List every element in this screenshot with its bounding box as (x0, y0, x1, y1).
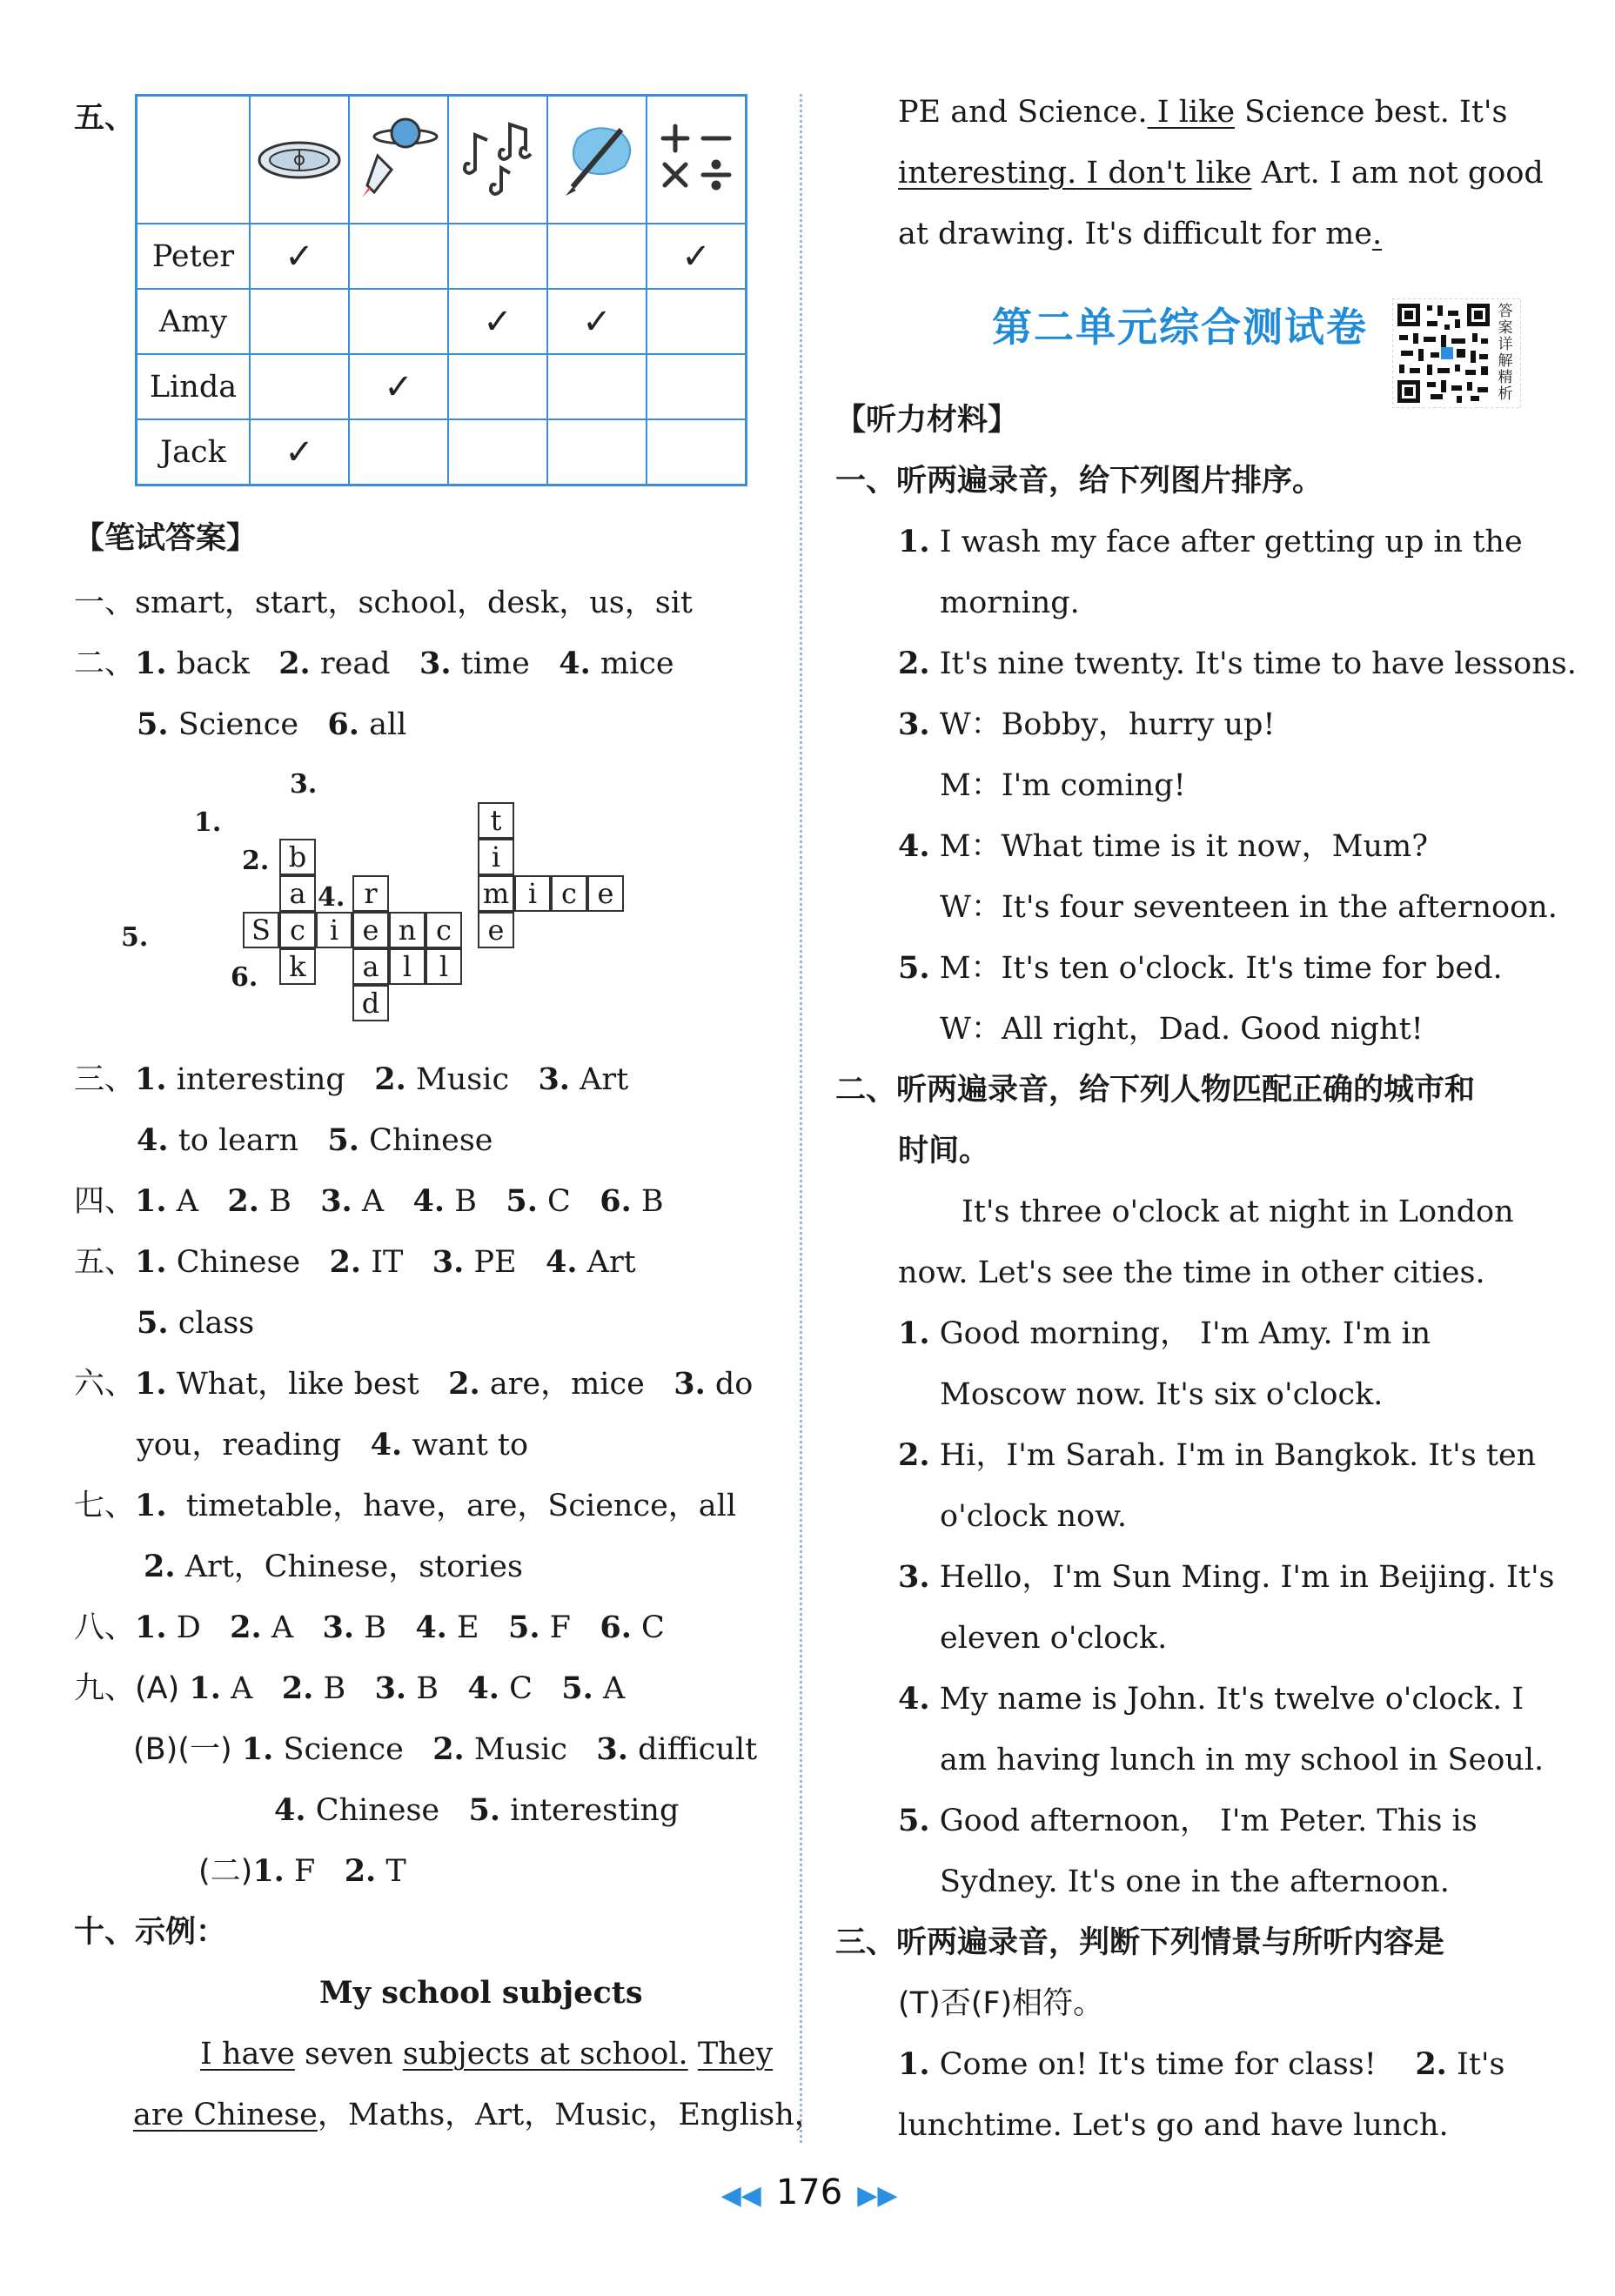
s2-line: Moscow now. It's six o'clock. (940, 1377, 1384, 1412)
s1-line: morning. (940, 586, 1080, 620)
item-answer: Art (586, 1245, 636, 1280)
item-number: 3. (432, 1244, 465, 1280)
item-number: 5. (506, 1183, 538, 1219)
tick-cell (250, 289, 349, 354)
crossword-cell: c (551, 875, 587, 912)
item-text: My name is John. It's twelve o'clock. I (939, 1682, 1525, 1717)
qr-code-block[interactable] (1392, 298, 1521, 408)
answer-q7-line2 (144, 1547, 523, 1587)
answer-q7-line1 (74, 1486, 736, 1526)
item-number: 3. (898, 1559, 930, 1595)
item-answer: Chinese (315, 1793, 440, 1828)
item-number: 1. (135, 1183, 167, 1219)
item-number: 4. (467, 1670, 499, 1706)
crossword-cell: i (514, 875, 551, 912)
item-text: Good afternoon， I'm Peter. This is (939, 1804, 1478, 1838)
item-number: 1. (135, 1488, 167, 1523)
essay-text: seven (294, 2037, 403, 2072)
pe-field-icon (250, 96, 349, 224)
item-text: W：Bobby，hurry up! (939, 707, 1276, 742)
clue-number: 1. (194, 807, 222, 838)
answer-q1: 一、smart，start，school，desk，us，sit (74, 586, 693, 620)
item-number: 4. (898, 1681, 930, 1717)
answer-q6-line1 (74, 1364, 753, 1404)
item-number: 1. (135, 646, 167, 681)
essay-underlined: subjects at school. (402, 2037, 688, 2072)
item-number: 5. (327, 1122, 359, 1158)
tick-mark: ✓ (681, 236, 711, 277)
item-number: 1. (898, 1315, 930, 1351)
tick-mark: ✓ (582, 301, 612, 342)
answer-q3-line1 (74, 1060, 628, 1100)
item-answer: A (602, 1671, 626, 1706)
q-prefix: 四、 (74, 1184, 136, 1219)
item-answer: timetable，have，are，Science，all (185, 1489, 737, 1523)
item-answer: want to (412, 1428, 529, 1463)
item-number: 5. (137, 1305, 169, 1341)
item-number: 3. (673, 1366, 706, 1402)
item-answer: Science (283, 1732, 404, 1767)
answer-q5-line2 (137, 1303, 254, 1343)
essay-line-1 (200, 2034, 773, 2074)
item-number: 6. (600, 1183, 632, 1219)
item-answer: interesting (176, 1062, 345, 1097)
essay-line-3 (898, 92, 1508, 132)
clue-number: 5. (121, 922, 149, 953)
written-answers-heading: 【笔试答案】 (74, 521, 258, 556)
q-prefix: 二、 (74, 646, 136, 681)
section-2-title-line1: 二、听两遍录音，给下列人物匹配正确的城市和 (835, 1073, 1476, 1108)
item-answer: B (640, 1184, 664, 1219)
item-number: 2. (230, 1610, 262, 1645)
s2-intro-line1: It's three o'clock at night in London (962, 1195, 1514, 1229)
answer-q6-line2 (137, 1425, 528, 1465)
tick-mark: ✓ (285, 236, 314, 277)
page-number: 176 (775, 2172, 843, 2212)
row-name: Amy (137, 289, 251, 354)
answer-q4 (74, 1181, 664, 1222)
tick-cell (647, 224, 747, 289)
item-number: 2. (344, 1853, 377, 1889)
q-prefix: 八、 (74, 1610, 136, 1645)
clue-number: 2. (242, 846, 270, 876)
essay-title: My school subjects (319, 1975, 643, 2011)
item-number: 4. (412, 1183, 446, 1219)
tick-cell (647, 419, 747, 485)
tick-cell (349, 289, 448, 354)
item-answer: are，mice (489, 1367, 645, 1402)
table-row (137, 289, 747, 354)
s1-line: W：It's four seventeen in the afternoon. (940, 890, 1558, 925)
s1-line: M：I'm coming! (940, 768, 1186, 803)
tick-cell (250, 224, 349, 289)
crossword-cell: i (316, 912, 352, 948)
item-answer: do (714, 1367, 754, 1402)
item-number: 1. (241, 1731, 274, 1767)
item-number: 2. (329, 1244, 362, 1280)
item-number: 1. (135, 1244, 167, 1280)
crossword-cell: a (279, 875, 316, 912)
crossword-cell: c (279, 912, 316, 948)
q-prefix: 三、 (74, 1062, 136, 1097)
essay-line-4 (898, 153, 1544, 193)
tick-cell (547, 419, 647, 485)
s2-line: eleven o'clock. (940, 1621, 1168, 1656)
answer-q9-line2 (133, 1730, 757, 1770)
item-text: Hi，I'm Sarah. I'm in Bangkok. It's ten (939, 1438, 1537, 1473)
item-text: It's (1457, 2047, 1505, 2082)
answer-q9-line3 (274, 1791, 679, 1831)
item-number: 2. (227, 1183, 259, 1219)
item-number: 3. (320, 1183, 352, 1219)
q-prefix: (B)(一) (133, 1732, 232, 1767)
tick-cell (647, 354, 747, 419)
tick-mark: ✓ (384, 366, 413, 407)
essay-text (688, 2037, 698, 2072)
item-number: 2. (432, 1731, 465, 1767)
item-answer: A (231, 1671, 253, 1706)
essay-underlined: interesting. (898, 156, 1077, 191)
item-number: 2. (448, 1366, 480, 1402)
tick-cell (547, 354, 647, 419)
crossword-cell: k (279, 948, 316, 985)
item-answer: Chinese (369, 1123, 493, 1158)
crossword-cell: t (478, 802, 514, 839)
item-number: 6. (600, 1610, 632, 1645)
item-number: 3. (419, 646, 452, 681)
q-prefix: 六、 (74, 1367, 136, 1402)
item-answer: B (269, 1184, 292, 1219)
item-answer: T (385, 1854, 406, 1889)
answer-q8 (74, 1608, 665, 1648)
item-answer: What，like best (176, 1367, 419, 1402)
item-answer: class (178, 1306, 255, 1341)
item-answer: B (323, 1671, 346, 1706)
item-number: 4. (415, 1610, 447, 1645)
item-answer: C (547, 1184, 571, 1219)
essay-underlined: . (1371, 217, 1383, 251)
item-answer: F (294, 1854, 316, 1889)
item-answer: C (641, 1610, 665, 1645)
item-number: 4. (545, 1244, 578, 1280)
crossword-cell: m (478, 875, 514, 912)
item-answer: C (509, 1671, 533, 1706)
table-section-label: 五、 (74, 101, 136, 136)
s1-line (898, 948, 1503, 988)
row-name: Jack (137, 419, 251, 485)
q-prefix: 五、 (74, 1245, 136, 1280)
item-answer: mice (600, 646, 674, 681)
tick-cell (250, 354, 349, 419)
item-answer: read (319, 646, 391, 681)
table-header-row (137, 96, 747, 224)
q-prefix: (二) (198, 1854, 253, 1889)
tick-cell (448, 224, 547, 289)
essay-text: at drawing. It's difficult for me (898, 217, 1372, 251)
item-number: 4. (370, 1427, 403, 1463)
crossword-cell: e (587, 875, 624, 912)
table-row (137, 354, 747, 419)
tick-mark: ✓ (285, 432, 314, 472)
s2-line (898, 1314, 1431, 1354)
page-footer (696, 2172, 922, 2212)
s1-line: W：All right，Dad. Good night! (940, 1012, 1424, 1047)
item-answer: Chinese (176, 1245, 301, 1280)
essay-underlined: I like (1147, 95, 1236, 130)
essay-text: ，Maths，Art，Music，English， (317, 2098, 825, 2132)
item-answer: back (176, 646, 250, 681)
s3-line1 (898, 2045, 1504, 2085)
item-number: 4. (274, 1792, 306, 1828)
item-answer: B (364, 1610, 386, 1645)
item-text: It's nine twenty. It's time to have lessons. (939, 646, 1577, 681)
tick-cell (547, 224, 647, 289)
item-answer: B (454, 1184, 477, 1219)
section-2-title-line2: 时间。 (898, 1134, 990, 1168)
table-row (137, 224, 747, 289)
tick-cell (349, 354, 448, 419)
item-answer: D (176, 1610, 201, 1645)
item-number: 1. (189, 1670, 221, 1706)
item-answer: A (271, 1610, 294, 1645)
tick-cell (448, 419, 547, 485)
crossword-cell: c (426, 912, 462, 948)
essay-text: PE and Science. (898, 95, 1148, 130)
answer-q10-label: 十、示例： (74, 1915, 227, 1950)
item-number: 5. (137, 706, 169, 742)
item-number: 1. (898, 2046, 930, 2082)
answer-q2-line2 (137, 705, 406, 745)
item-answer: Art (580, 1062, 629, 1097)
section-3-title-line2: (T)否(F)相符。 (898, 1986, 1104, 2021)
item-answer: difficult (638, 1732, 758, 1767)
s1-line (898, 705, 1276, 745)
item-number: 5. (561, 1670, 593, 1706)
essay-underlined: I don't like (1076, 156, 1252, 191)
clue-number: 6. (231, 962, 258, 993)
item-answer: F (549, 1610, 571, 1645)
crossword-cell: e (352, 912, 389, 948)
crossword-cell: b (279, 839, 316, 875)
tick-cell (250, 419, 349, 485)
item-number: 3. (898, 706, 930, 742)
tick-cell (349, 224, 448, 289)
tick-cell (349, 419, 448, 485)
item-answer: all (369, 707, 407, 742)
item-number: 2. (278, 646, 311, 681)
item-number: 2. (281, 1670, 314, 1706)
item-number: 1. (135, 1366, 167, 1402)
crossword-cell: i (478, 839, 514, 875)
item-number: 2. (144, 1549, 176, 1584)
table-row (137, 419, 747, 485)
item-number: 4. (137, 1122, 169, 1158)
science-rocket-icon (349, 96, 448, 224)
item-number: 3. (322, 1610, 355, 1645)
crossword-cell: e (478, 912, 514, 948)
item-answer: A (176, 1184, 198, 1219)
item-number: 2. (374, 1061, 406, 1097)
s1-line (898, 522, 1523, 562)
item-number: 4. (898, 828, 930, 864)
crossword-cell: d (352, 985, 389, 1021)
s2-line (898, 1557, 1555, 1597)
item-number: 3. (538, 1061, 570, 1097)
item-answer: PE (473, 1245, 517, 1280)
clue-number: 4. (318, 882, 345, 913)
essay-underlined: are Chinese (133, 2098, 318, 2132)
crossword-cell: l (426, 948, 462, 985)
answer-q5-line1 (74, 1242, 636, 1282)
s1-line (898, 644, 1577, 684)
item-answer: E (457, 1610, 479, 1645)
tick-cell (448, 289, 547, 354)
prev-page-arrows-icon[interactable]: ◀◀ (720, 2180, 761, 2211)
qr-caption: 答案详解精析 (1498, 303, 1513, 403)
item-number: 1. (898, 524, 930, 559)
clue-number: 3. (290, 769, 318, 800)
item-text: I wash my face after getting up in the (939, 525, 1523, 559)
essay-underlined: I have (200, 2037, 295, 2072)
essay-underlined: They (697, 2037, 774, 2072)
crossword-cell: l (389, 948, 426, 985)
subject-preference-table (135, 94, 747, 486)
row-name: Peter (137, 224, 251, 289)
answer-q2-line1 (74, 644, 674, 684)
crossword-grid (121, 766, 657, 1044)
s3-line2: lunchtime. Let's go and have lunch. (898, 2108, 1449, 2143)
unit-test-heading: 第二单元综合测试卷 (992, 304, 1368, 351)
tick-cell (448, 354, 547, 419)
item-answer: B (416, 1671, 439, 1706)
next-page-arrows-icon[interactable]: ▶▶ (857, 2180, 898, 2211)
q-prefix: 九、(A) (74, 1671, 180, 1706)
answer-q9-line4 (198, 1851, 406, 1891)
item-text: M：It's ten o'clock. It's time for bed. (939, 951, 1503, 986)
crossword-cell: S (243, 912, 279, 948)
crossword-cell: n (389, 912, 426, 948)
s1-line (898, 827, 1428, 867)
listening-heading: 【听力材料】 (835, 403, 1019, 438)
table-corner-cell (137, 96, 251, 224)
maths-symbols-icon (647, 96, 747, 224)
section-1-title: 一、听两遍录音，给下列图片排序。 (835, 464, 1323, 499)
item-number: 1. (252, 1853, 285, 1889)
item-number: 1. (135, 1610, 167, 1645)
item-text: M：What time is it now，Mum? (939, 829, 1428, 864)
crossword-cell: r (352, 875, 389, 912)
q-prefix: 七、 (74, 1489, 136, 1523)
column-divider (800, 94, 802, 2143)
item-number: 5. (468, 1792, 501, 1828)
item-number: 2. (898, 1437, 930, 1473)
music-notes-icon (448, 96, 547, 224)
section-3-title-line1: 三、听两遍录音，判断下列情景与所听内容是 (835, 1925, 1445, 1960)
item-number: 5. (507, 1610, 540, 1645)
item-answer: to learn (178, 1123, 298, 1158)
item-number: 5. (898, 950, 930, 986)
tick-cell (547, 289, 647, 354)
art-brush-icon (547, 96, 647, 224)
item-answer: interesting (510, 1793, 680, 1828)
tick-mark: ✓ (483, 301, 513, 342)
s2-line (898, 1436, 1536, 1476)
s2-line: o'clock now. (940, 1499, 1128, 1534)
item-text: Come on! It's time for class! (939, 2047, 1377, 2082)
item-number: 4. (559, 646, 591, 681)
crossword-cell: a (352, 948, 389, 985)
item-number: 6. (327, 706, 359, 742)
item-text: Hello，I'm Sun Ming. I'm in Beijing. It's (939, 1560, 1555, 1595)
tick-cell (647, 289, 747, 354)
item-answer: you，reading (137, 1428, 342, 1463)
item-number: 5. (898, 1803, 930, 1838)
answer-q3-line2 (137, 1121, 493, 1161)
answer-q9-line1 (74, 1669, 625, 1709)
item-answer: Music (473, 1732, 568, 1767)
item-number: 3. (596, 1731, 628, 1767)
row-name: Linda (137, 354, 251, 419)
s2-line: am having lunch in my school in Seoul. (940, 1743, 1545, 1777)
essay-line-2 (133, 2095, 825, 2135)
item-number: 2. (898, 646, 930, 681)
item-answer: Art，Chinese，stories (184, 1550, 523, 1584)
item-answer: Music (415, 1062, 510, 1097)
item-text: Good morning， I'm Amy. I'm in (939, 1316, 1431, 1351)
s2-line (898, 1801, 1478, 1841)
s2-line (898, 1679, 1524, 1719)
item-answer: Science (178, 707, 299, 742)
item-number: 2. (1415, 2046, 1447, 2082)
essay-line-5 (898, 214, 1382, 254)
item-answer: time (460, 646, 530, 681)
item-number: 3. (374, 1670, 407, 1706)
item-answer: IT (371, 1245, 404, 1280)
item-number: 1. (135, 1061, 167, 1097)
s2-intro-line2: now. Let's see the time in other cities. (898, 1255, 1485, 1290)
s2-line: Sydney. It's one in the afternoon. (940, 1864, 1450, 1899)
essay-text: Science best. It's (1235, 95, 1508, 130)
item-answer: A (361, 1184, 385, 1219)
essay-text: Art. I am not good (1251, 156, 1544, 191)
